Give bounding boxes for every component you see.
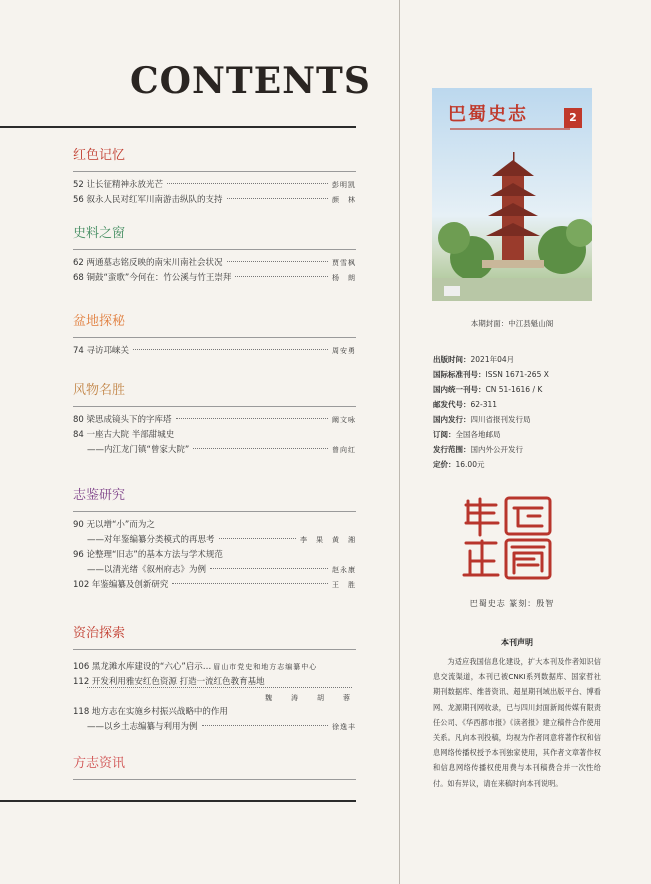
section-governance <box>73 625 356 735</box>
toc-entry[interactable]: 84 一座古大院 半部甜城史 <box>73 430 175 440</box>
section-heading: 红色记忆 <box>73 147 356 172</box>
toc-author: 魏 涛 胡 蓉 <box>265 694 356 702</box>
cover-caption: 本期封面：中江县魁山阁 <box>470 319 554 328</box>
pub-subscription: 订阅：全国各地邮局 <box>433 430 501 439</box>
toc-entry-subtitle[interactable]: ——对年鉴编纂分类模式的再思考 李 果 黄 湘 <box>87 535 356 545</box>
toc-entry[interactable]: 68 铜鼓“蛮歌”今何在：竹公溪与竹王崇拜 杨 朗 <box>73 273 356 283</box>
toc-entry[interactable]: 56 叙永人民对红军川南游击纵队的支持 颜 林 <box>73 195 356 205</box>
notice-title: 本刊声明 <box>501 638 533 647</box>
section-history-window <box>73 225 356 286</box>
section-heading: 志鉴研究 <box>73 487 356 512</box>
pub-price: 定价：16.00元 <box>433 460 485 469</box>
cover-image <box>432 88 592 301</box>
page-title: CONTENTS <box>130 60 371 102</box>
section-chronicle-news <box>73 755 356 786</box>
publication-info <box>433 352 623 472</box>
toc-entry-subtitle[interactable]: ——以乡土志编纂与利用为例 徐逸丰 <box>87 722 356 732</box>
toc-entry[interactable]: 74 寻访邛崃关 周安勇 <box>73 346 356 356</box>
toc-entry[interactable]: 52 让长征精神永放光芒 彭明凯 <box>73 180 356 190</box>
toc-entry[interactable]: 90 无以增“小”而为之 <box>73 520 155 530</box>
toc-entry[interactable]: 80 梁思成镜头下的字库塔 阚文咏 <box>73 415 356 425</box>
section-heading: 风物名胜 <box>73 382 356 407</box>
section-heading: 史料之窗 <box>73 225 356 250</box>
notice-body: 为适应我国信息化建设，扩大本刊及作者知识信息交流渠道，本刊已被CNKI系列数据库、国家哲社期刊数据库、维普资讯、超星期刊域出版平台、博看网、龙源期刊网收录，已与四川封面新闻传媒有限责任公司、《华西都市报》《读者报》建立稿件合作使用关系。凡向本刊投稿，均视为作者同意将著作权和信息网络传播权授予本刊独家使用，其作者文章著作权和信息网络传播权使用费与本刊稿费合并一次性给付。如有异议，请在来稿时向本刊说明。 <box>433 657 601 788</box>
toc-entry[interactable]: 106 黑龙滩水库建设的“六心”启示… 眉山市党史和地方志编纂中心 <box>73 662 318 672</box>
bottom-rule <box>0 800 356 802</box>
section-heading: 盆地探秘 <box>73 313 356 338</box>
toc-entry[interactable]: 118 地方志在实施乡村振兴战略中的作用 <box>73 707 228 717</box>
section-basin-exploration <box>73 313 356 359</box>
pub-issn: 国际标准刊号：ISSN 1671-265 X <box>433 370 549 379</box>
section-scenic-spots <box>73 382 356 458</box>
pub-domestic-distribution: 国内发行：四川省报刊发行局 <box>433 415 531 424</box>
pub-cn: 国内统一刊号：CN 51-1616 / K <box>433 385 543 394</box>
toc-entry-subtitle[interactable]: ——以清光绪《叙州府志》为例 赵永康 <box>87 565 356 575</box>
title-rule <box>0 126 356 128</box>
toc-entry[interactable]: 96 论整理“旧志”的基本方法与学术规范 <box>73 550 223 560</box>
section-heading: 方志资讯 <box>73 755 356 780</box>
pub-distribution-range: 发行范围：国内外公开发行 <box>433 445 523 454</box>
seal-stamp <box>458 495 558 581</box>
toc-entry[interactable]: 62 两通墓志铭反映的南宋川南社会状况 贾雪枫 <box>73 258 356 268</box>
section-heading: 资治探索 <box>73 625 356 650</box>
toc-entry-subtitle[interactable]: ——内江龙门镇“曾家大院” 曾向红 <box>87 445 356 455</box>
pavilion-illustration <box>432 88 592 301</box>
pub-postal-code: 邮发代号：62-311 <box>433 400 498 409</box>
section-chronicle-research <box>73 487 356 593</box>
cover-title: 巴蜀史志 <box>448 104 528 125</box>
pub-date: 出版时间：2021年04月 <box>433 355 515 364</box>
cover-issue-number: 2 <box>564 108 582 128</box>
column-divider <box>399 0 400 884</box>
section-red-memory <box>73 147 356 208</box>
seal-caption: 巴蜀史志 篆刻：殷智 <box>469 599 555 608</box>
toc-entry[interactable]: 102 年鉴编纂及创新研究 王 胜 <box>73 580 356 590</box>
toc-entry[interactable]: 112 开发利用雅安红色资源 打造一流红色教育基地 <box>73 677 265 687</box>
